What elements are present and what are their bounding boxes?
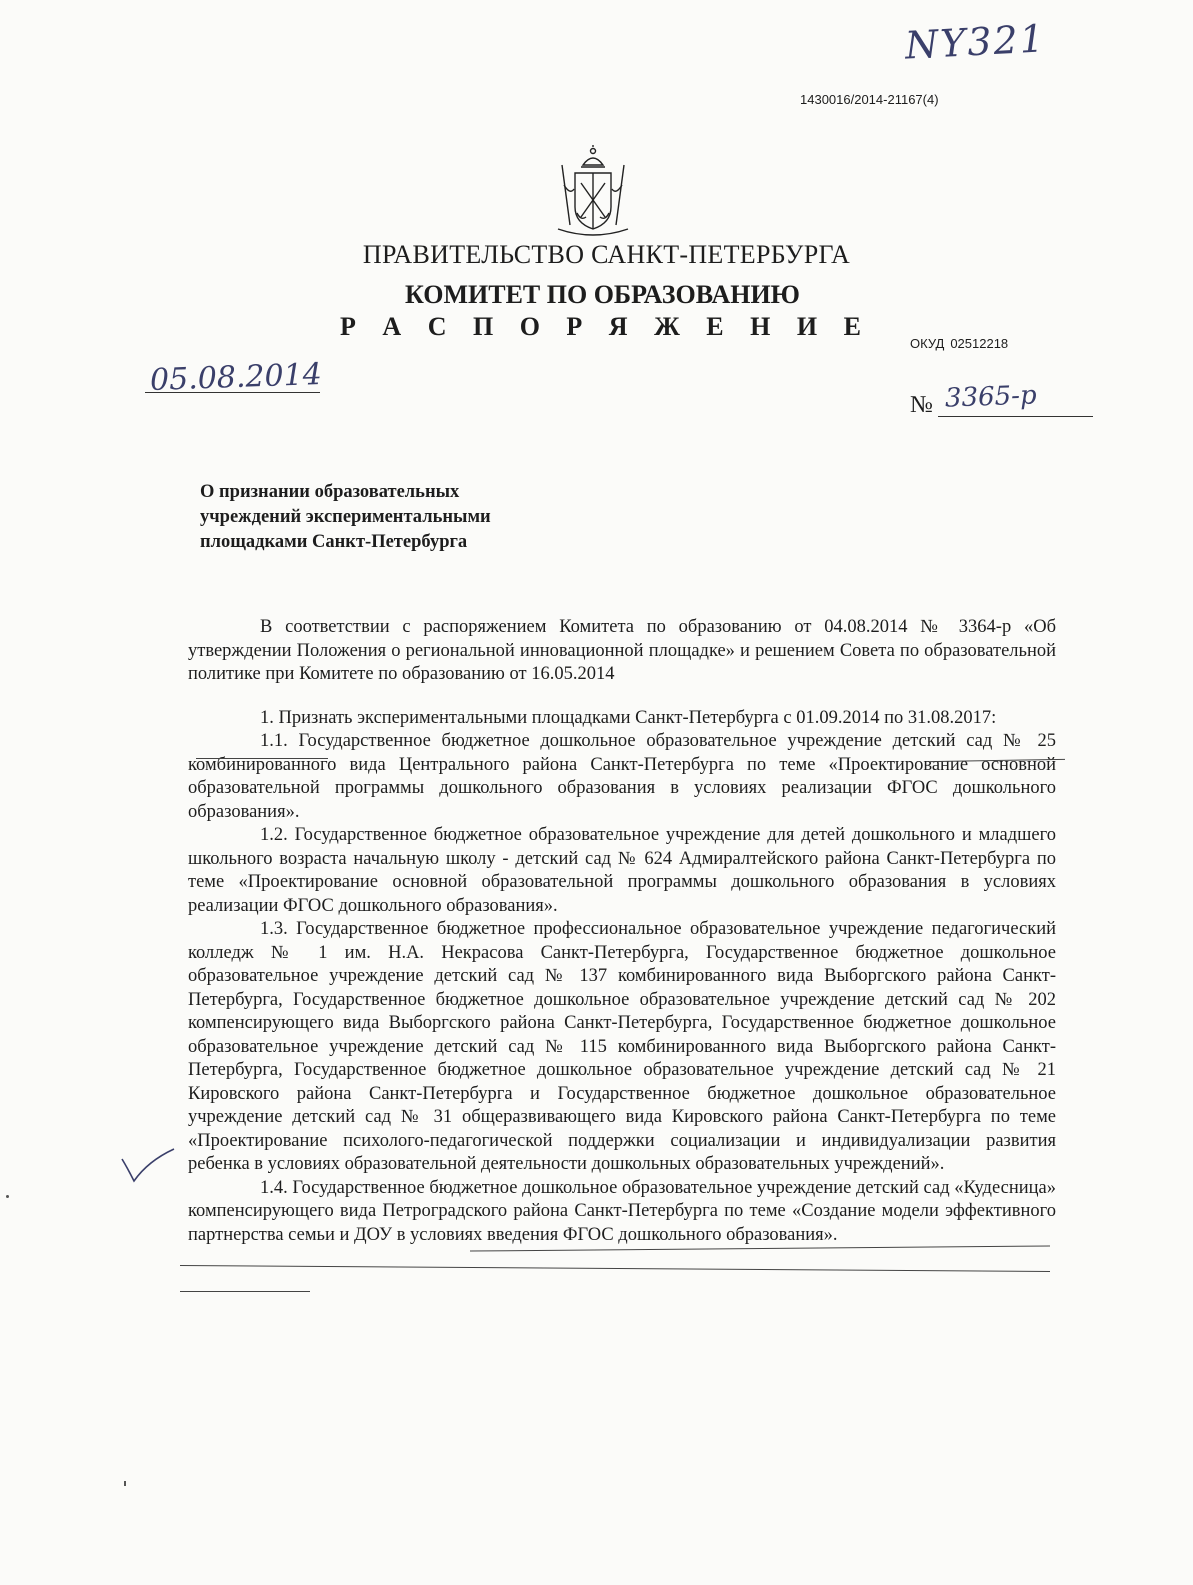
handwritten-underline [180, 1291, 310, 1292]
number-line [938, 416, 1093, 417]
subject-line: площадками Санкт-Петербурга [200, 532, 468, 552]
st-petersburg-coat-of-arms-icon [550, 145, 636, 240]
preamble-paragraph: В соответствии с распоряжением Комитета по образованию от 04.08.2014 № 3364-р «Об утверждении Положения о региональной инновационной площадке» и решением Совета по образовательной политике при Комитете по образованию от 16.05.2014 [188, 617, 1056, 684]
handwritten-date: 05.08.2014 [149, 357, 323, 398]
handwritten-underline [196, 758, 328, 759]
handwritten-checkmark-icon [118, 1145, 178, 1185]
item-1-2: 1.2. Государственное бюджетное образовательное учреждение для детей дошкольного и младшего школьного возраста начальную школу - детский сад № 624 Адмиралтейского района Санкт-Петербурга по теме «Проектирование основной образовательной программы дошкольного образования в условиях реализации ФГОС дошкольного образования». [188, 825, 1056, 916]
number-label: № [910, 392, 933, 418]
handwritten-underline [180, 1265, 1050, 1272]
handwritten-top-note: NY321 [903, 16, 1047, 68]
subject-line: учреждений экспериментальными [200, 507, 491, 527]
item-1-1: 1.1. Государственное бюджетное дошкольное образовательное учреждение детский сад № 25 комбинированного вида Центрального района Санкт-Петербурга по теме «Проектирование основной образовательной программы дошкольного образования в условиях реализации ФГОС дошкольного образования». [188, 731, 1056, 822]
document-body [188, 616, 1056, 1247]
document-type: Р А С П О Р Я Ж Е Н И Е [340, 312, 871, 341]
point-1: 1. Признать экспериментальными площадками Санкт-Петербурга с 01.09.2014 по 31.08.2017: [260, 707, 997, 728]
document-id: 1430016/2014-21167(4) [800, 92, 939, 107]
scan-speck [6, 1195, 9, 1198]
government-title: ПРАВИТЕЛЬСТВО САНКТ-ПЕТЕРБУРГА [362, 240, 851, 269]
okud-code [910, 336, 1008, 351]
okud-value: 02512218 [950, 336, 1009, 351]
date-line [145, 392, 320, 393]
document-subject [200, 480, 491, 555]
subject-line: О признании образовательных [200, 482, 460, 502]
handwritten-number: 3365-р [944, 380, 1038, 414]
okud-label: ОКУД [910, 336, 945, 351]
item-1-3: 1.3. Государственное бюджетное профессиональное образовательное учреждение педагогический колледж № 1 им. Н.А. Некрасова Санкт-Петербурга, Государственное бюджетное дошкольное образовательное учреждение детский сад № 137 комбинированного вида Выборгского района Санкт-Петербурга, Государственное бюджетное дошкольное образовательное учреждение детский сад № 202 компенсирующего вида Выборгского района Санкт-Петербурга, Государственное бюджетное дошкольное образовательное учреждение детский сад № 115 комбинированного вида Выборгского района Санкт-Петербурга, Государственное бюджетное дошкольное образовательное учреждение детский сад № 21 Кировского района Санкт-Петербурга и Государственное бюджетное дошкольное образовательное учреждение детский сад № 31 общеразвивающего вида Кировского района Санкт-Петербурга по теме «Проектирование психолого-педагогической поддержки социализации и индивидуализации развития ребенка в условиях образовательной деятельности дошкольных образовательных учреждений». [188, 919, 1056, 1174]
committee-title: КОМИТЕТ ПО ОБРАЗОВАНИЮ [405, 280, 800, 309]
item-1-4: 1.4. Государственное бюджетное дошкольное образовательное учреждение детский сад «Кудесница» компенсирующего вида Петроградского района Санкт-Петербурга по теме «Создание модели эффективного партнерства семьи и ДОУ в условиях введения ФГОС дошкольного образования». [188, 1177, 1056, 1245]
scan-speck [124, 1481, 126, 1486]
